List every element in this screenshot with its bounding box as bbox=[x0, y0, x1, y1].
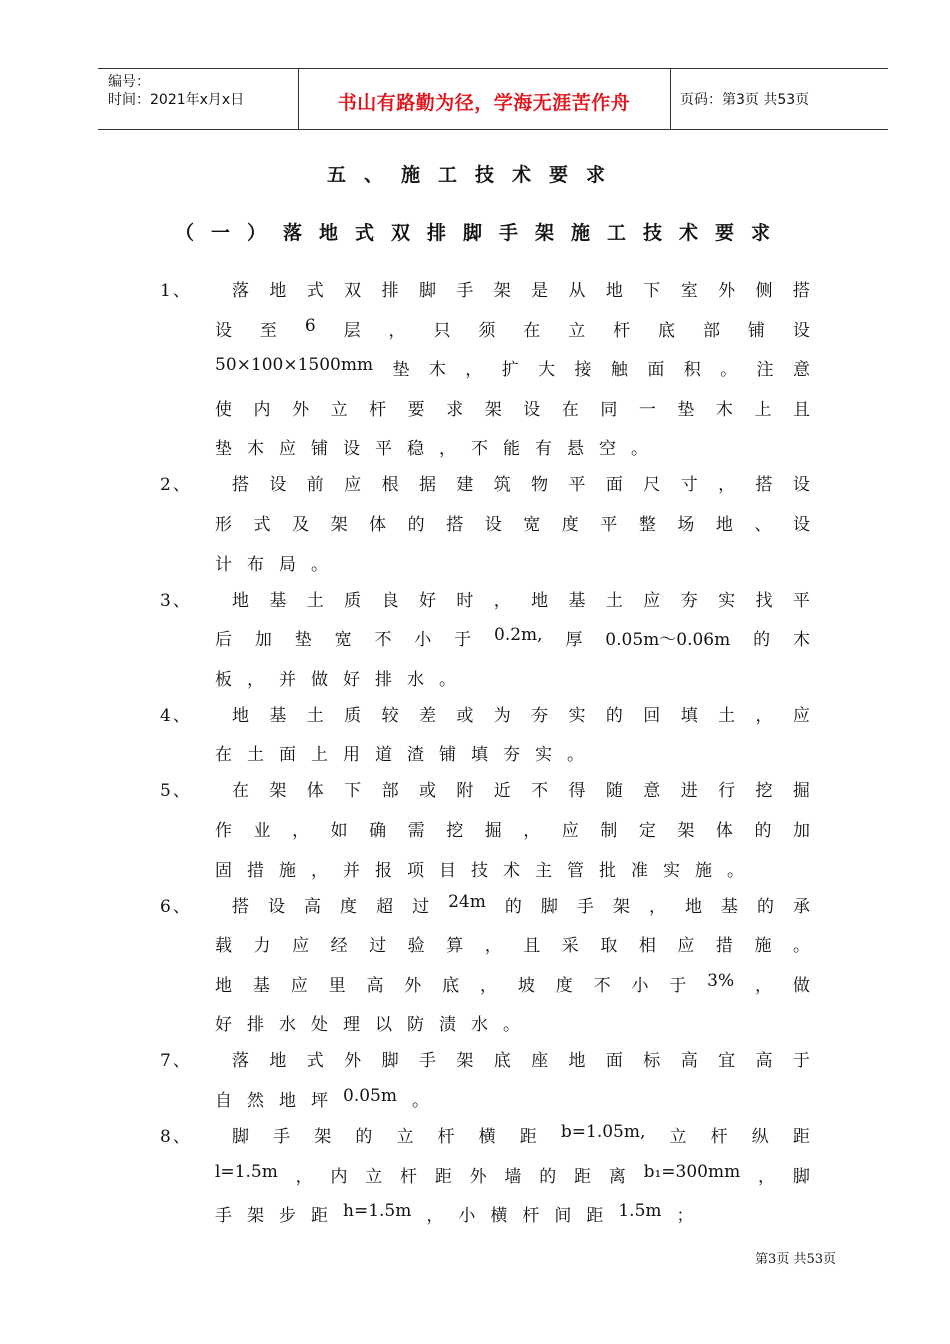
header-motto-cell bbox=[298, 69, 671, 129]
paragraph-line: 搭 设 高 度 超 过 24m 的 脚 手 架 ， 地 基 的 承 bbox=[232, 891, 810, 917]
item-number: 1、 bbox=[160, 281, 192, 301]
item-number: 4、 bbox=[160, 705, 192, 726]
paragraph-line: 地 基 土 质 较 差 或 为 夯 实 的 回 填 土 ， 应 bbox=[232, 705, 810, 726]
paragraph-line: 载 力 应 经 过 验 算 ， 且 采 取 相 应 措 施 。 bbox=[215, 936, 810, 957]
code-label: 编号： bbox=[108, 74, 150, 90]
paragraph-line: 使 内 外 立 杆 要 求 架 设 在 同 一 垫 木 上 且 bbox=[215, 399, 810, 420]
header-page-cell bbox=[670, 69, 888, 129]
paragraph-line: 在 架 体 下 部 或 附 近 不 得 随 意 进 行 挖 掘 bbox=[232, 781, 810, 802]
item-number: 6、 bbox=[160, 896, 192, 917]
item-number: 2、 bbox=[160, 475, 192, 496]
paragraph-line: 地 基 土 质 良 好 时 ， 地 基 土 应 夯 实 找 平 bbox=[232, 590, 810, 611]
header-table bbox=[98, 68, 888, 130]
page-footer: 第3页 共53页 bbox=[755, 1252, 836, 1267]
paragraph-line: 形 式 及 架 体 的 搭 设 宽 度 平 整 场 地 、 设 bbox=[215, 515, 810, 535]
paragraph-line: 好 排 水 处 理 以 防 渍 水 。 bbox=[215, 1015, 520, 1036]
paragraph-line: 在 土 面 上 用 道 渣 铺 填 夯 实 。 bbox=[215, 745, 584, 766]
paragraph-line: 作 业 ， 如 确 需 挖 掘 ， 应 制 定 架 体 的 加 bbox=[215, 821, 810, 841]
paragraph-line: 后 加 垫 宽 不 小 于 0.2m, 厚 0.05m～0.06m 的 木 bbox=[215, 625, 810, 651]
paragraph-line: 自 然 地 坪 0.05m 。 bbox=[215, 1086, 429, 1111]
paragraph-line: 落 地 式 双 排 脚 手 架 是 从 地 下 室 外 侧 搭 bbox=[232, 281, 810, 301]
paragraph-line: 板 ， 并 做 好 排 水 。 bbox=[215, 669, 456, 690]
header-info-cell bbox=[98, 69, 299, 129]
page-label: 页码：第3页 共53页 bbox=[680, 92, 810, 108]
paragraph-line: 脚 手 架 的 立 杆 横 距 b=1.05m, 立 杆 纵 距 bbox=[232, 1122, 810, 1147]
paragraph-line: 搭 设 前 应 根 据 建 筑 物 平 面 尺 寸 ， 搭 设 bbox=[232, 475, 810, 496]
paragraph-line: 计 布 局 。 bbox=[215, 554, 328, 575]
item-number: 8、 bbox=[160, 1127, 192, 1147]
item-number: 3、 bbox=[160, 590, 192, 611]
paragraph-line: 设 至 6 层 ， 只 须 在 立 杆 底 部 铺 设 bbox=[215, 315, 810, 341]
subsection-title: （一）落地式双排脚手架施工技术要求 bbox=[174, 222, 787, 244]
paragraph-line: l=1.5m ， 内 立 杆 距 外 墙 的 距 离 b₁=300mm ， 脚 bbox=[215, 1161, 810, 1187]
item-number: 7、 bbox=[160, 1051, 192, 1072]
paragraph-line: 固 措 施 ， 并 报 项 目 技 术 主 管 批 准 实 施 。 bbox=[215, 860, 744, 881]
paragraph-line: 手 架 步 距 h=1.5m ， 小 横 杆 间 距 1.5m ； bbox=[215, 1201, 694, 1227]
paragraph-line: 落 地 式 外 脚 手 架 底 座 地 面 标 高 宜 高 于 bbox=[232, 1051, 810, 1072]
paragraph-line: 50×100×1500mm 垫 木 ， 扩 大 接 触 面 积 。 注 意 bbox=[215, 355, 810, 381]
time-label: 时间：2021年x月x日 bbox=[108, 92, 245, 108]
motto: 书山有路勤为径，学海无涯苦作舟 bbox=[337, 92, 631, 114]
item-number: 5、 bbox=[160, 781, 192, 802]
paragraph-line: 垫 木 应 铺 设 平 稳 ， 不 能 有 悬 空 。 bbox=[215, 439, 648, 460]
section-title: 五、施工技术要求 bbox=[326, 164, 623, 186]
paragraph-line: 地 基 应 里 高 外 底 ， 坡 度 不 小 于 3% ， 做 bbox=[215, 970, 810, 996]
